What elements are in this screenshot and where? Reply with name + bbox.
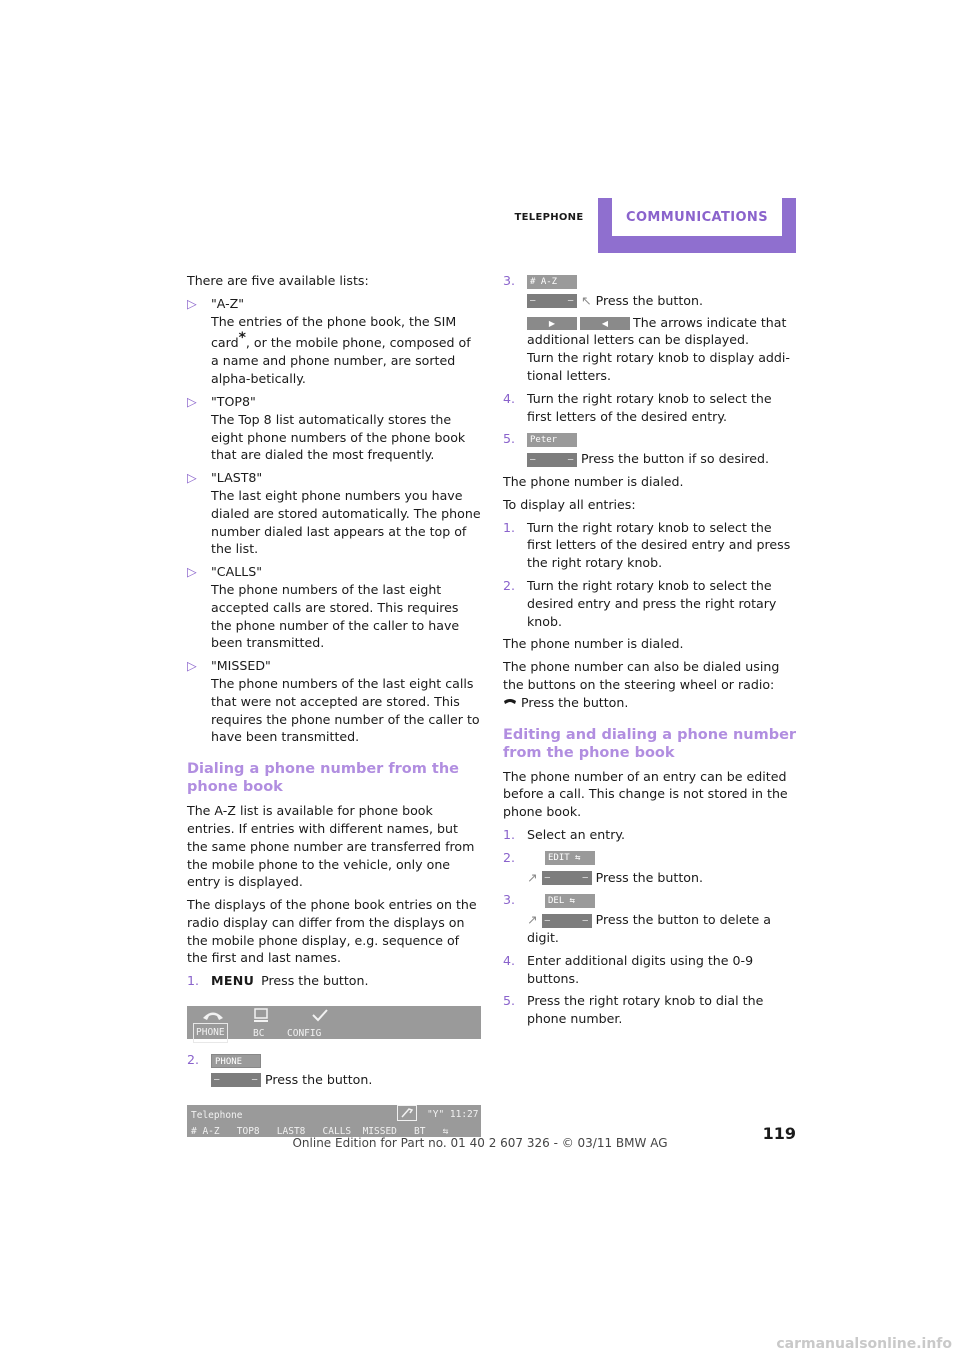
arrow-left-icon: ◀ bbox=[580, 317, 630, 330]
edit-softkey: EDIT ⇆ bbox=[545, 851, 595, 865]
az-softkey: # A-Z bbox=[527, 275, 577, 289]
paragraph: The phone number is dialed. bbox=[503, 473, 684, 489]
arrow-right-icon: ▶ bbox=[527, 317, 577, 330]
list-item bbox=[187, 563, 482, 652]
chapter-tab-label: COMMUNICATIONS bbox=[612, 198, 782, 236]
step-item bbox=[187, 972, 482, 990]
step-text: Turn the right rotary knob to select the first letters of the desired entry and press the right rotary knob. bbox=[527, 519, 791, 571]
section-heading: Editing and dialing a phone number from the phone book bbox=[503, 726, 797, 761]
step-item bbox=[503, 826, 799, 844]
bullet-marker: ▷ bbox=[187, 470, 197, 486]
list-title: "LAST8" bbox=[211, 470, 263, 486]
steering-line: Press the button. bbox=[503, 694, 799, 712]
step-number: 5. bbox=[503, 993, 516, 1009]
pointer-icon: ↖ bbox=[581, 292, 592, 308]
step-text: Turn the right rotary knob to display addi-tional letters. bbox=[527, 350, 790, 383]
phone-icon bbox=[201, 1009, 225, 1023]
softkey-button: – – bbox=[211, 1073, 261, 1087]
softkey-button: – – bbox=[527, 453, 577, 467]
section-label: TELEPHONE bbox=[514, 212, 584, 223]
list-body: The last eight phone numbers you have dialed are stored automatically. The phone number dialed last appears at the top of the list. bbox=[211, 487, 481, 557]
step-text: Press the button. bbox=[595, 869, 703, 885]
step-item bbox=[503, 430, 799, 468]
list-title: "A-Z" bbox=[211, 295, 245, 311]
step-number: 3. bbox=[503, 892, 516, 908]
step-item bbox=[503, 390, 799, 426]
step-number: 2. bbox=[503, 849, 516, 865]
intro-text: There are five available lists: bbox=[187, 273, 369, 288]
softkey-button: – – bbox=[527, 294, 577, 308]
radio-display-telephone bbox=[187, 1105, 481, 1137]
list-body: The Top 8 list automatically stores the eight phone numbers of the phone book that are dialed the most frequently. bbox=[211, 411, 466, 463]
step-number: 5. bbox=[503, 431, 516, 447]
footer-edition: Online Edition for Part no. 01 40 2 607 326 - © 03/11 BMW AG bbox=[292, 1136, 668, 1150]
phone-softkey: PHONE bbox=[211, 1054, 261, 1068]
step-text: Enter additional digits using the 0-9 buttons. bbox=[527, 952, 754, 986]
checkmark-icon bbox=[311, 1008, 329, 1022]
step-text: Press the button to delete a digit. bbox=[527, 912, 771, 945]
menu-bc: BC bbox=[253, 1028, 265, 1040]
step-text: Press the button if so desired. bbox=[581, 451, 770, 467]
list-body: The entries of the phone book, the SIM card*, or the mobile phone, composed of a name and phone number, are sorted alpha-betically. bbox=[211, 313, 471, 387]
optional-star: * bbox=[238, 330, 246, 347]
page-number: 119 bbox=[762, 1124, 796, 1143]
step-text: Turn the right rotary knob to select the desired entry and press the right rotary knob. bbox=[527, 577, 777, 629]
handset-icon bbox=[503, 698, 517, 708]
list-title: "TOP8" bbox=[211, 393, 256, 409]
step-item bbox=[503, 891, 799, 946]
step-item bbox=[503, 849, 799, 887]
step-number: 1. bbox=[503, 519, 516, 535]
list-item bbox=[187, 657, 482, 746]
watermark: carmanualsonline.info bbox=[776, 1336, 952, 1352]
step-number: 2. bbox=[503, 577, 516, 593]
softkey-button: – – bbox=[542, 914, 592, 928]
chapter-tab bbox=[598, 198, 796, 253]
list-title: "MISSED" bbox=[211, 658, 271, 674]
step-text: Turn the right rotary knob to select the first letters of the desired entry. bbox=[527, 390, 772, 424]
paragraph: The phone number is dialed. bbox=[503, 636, 684, 652]
step-number: 4. bbox=[503, 390, 516, 406]
pointer-icon: ↗ bbox=[527, 869, 538, 885]
step-item bbox=[503, 992, 799, 1028]
display-tabs: # A-Z TOP8 LAST8 CALLS MISSED BT ⇆ bbox=[191, 1125, 449, 1137]
delete-softkey: DEL ⇆ bbox=[545, 894, 595, 908]
list-title: "CALLS" bbox=[211, 564, 263, 580]
step-item bbox=[503, 519, 799, 572]
display-status: "Y" 11:27 bbox=[427, 1108, 479, 1120]
step-item bbox=[187, 1051, 482, 1089]
right-column bbox=[503, 272, 799, 1033]
radio-display-menu bbox=[187, 1006, 481, 1039]
step-text: Press the button. bbox=[265, 1071, 373, 1087]
paragraph: The displays of the phone book entries on the radio display can differ from the displays on the mobile phone display, e.g. sequence of the first and last names. bbox=[187, 897, 477, 966]
step-item bbox=[503, 952, 799, 988]
bullet-marker: ▷ bbox=[187, 393, 197, 409]
list-body: The phone numbers of the last eight calls that were not accepted are stored. This requires the phone number of the caller to have been transmitted. bbox=[211, 675, 480, 745]
step-text: Press the button. bbox=[261, 973, 369, 989]
left-column bbox=[187, 272, 482, 1137]
step-text: Select an entry. bbox=[527, 826, 626, 842]
menu-phone: PHONE bbox=[193, 1023, 228, 1043]
entry-softkey: Peter bbox=[527, 433, 577, 447]
list-item bbox=[187, 469, 482, 558]
step-number: 1. bbox=[503, 826, 516, 842]
pointer-icon: ↗ bbox=[527, 912, 538, 928]
step-item bbox=[503, 272, 799, 385]
step-text: The arrows indicate that additional letters can be displayed. bbox=[527, 314, 787, 348]
bullet-marker: ▷ bbox=[187, 658, 197, 674]
softkey-button: – – bbox=[542, 871, 592, 885]
paragraph: The A-Z list is available for phone book entries. If entries with different names, but the same phone number are transferred from the mobile phone to the vehicle, only one entry is displayed. bbox=[187, 803, 475, 890]
step-number: 4. bbox=[503, 952, 516, 968]
handset-icon bbox=[397, 1105, 417, 1121]
step-item bbox=[503, 577, 799, 630]
computer-icon bbox=[253, 1008, 269, 1023]
list-item bbox=[187, 393, 482, 464]
list-item bbox=[187, 295, 482, 388]
menu-button-label: MENU bbox=[211, 973, 255, 989]
step-number: 3. bbox=[503, 273, 516, 288]
paragraph: The phone number can also be dialed using the buttons on the steering wheel or radio: bbox=[503, 659, 780, 692]
menu-config: CONFIG bbox=[287, 1028, 322, 1040]
bullet-marker: ▷ bbox=[187, 295, 197, 311]
bullet-marker: ▷ bbox=[187, 564, 197, 580]
list-body: The phone numbers of the last eight accepted calls are stored. This requires the phone number of the caller to have been transmitted. bbox=[211, 581, 460, 651]
step-text: Press the right rotary knob to dial the phone number. bbox=[527, 993, 764, 1027]
step-text: Press the button. bbox=[595, 292, 703, 308]
paragraph: The phone number of an entry can be edited before a call. This change is not stored in the phone book. bbox=[503, 768, 788, 820]
step-number: 1. bbox=[187, 973, 200, 989]
section-heading: Dialing a phone number from the phone book bbox=[187, 761, 460, 796]
display-title: Telephone bbox=[191, 1109, 243, 1121]
paragraph: To display all entries: bbox=[503, 496, 636, 512]
step-number: 2. bbox=[187, 1052, 200, 1068]
